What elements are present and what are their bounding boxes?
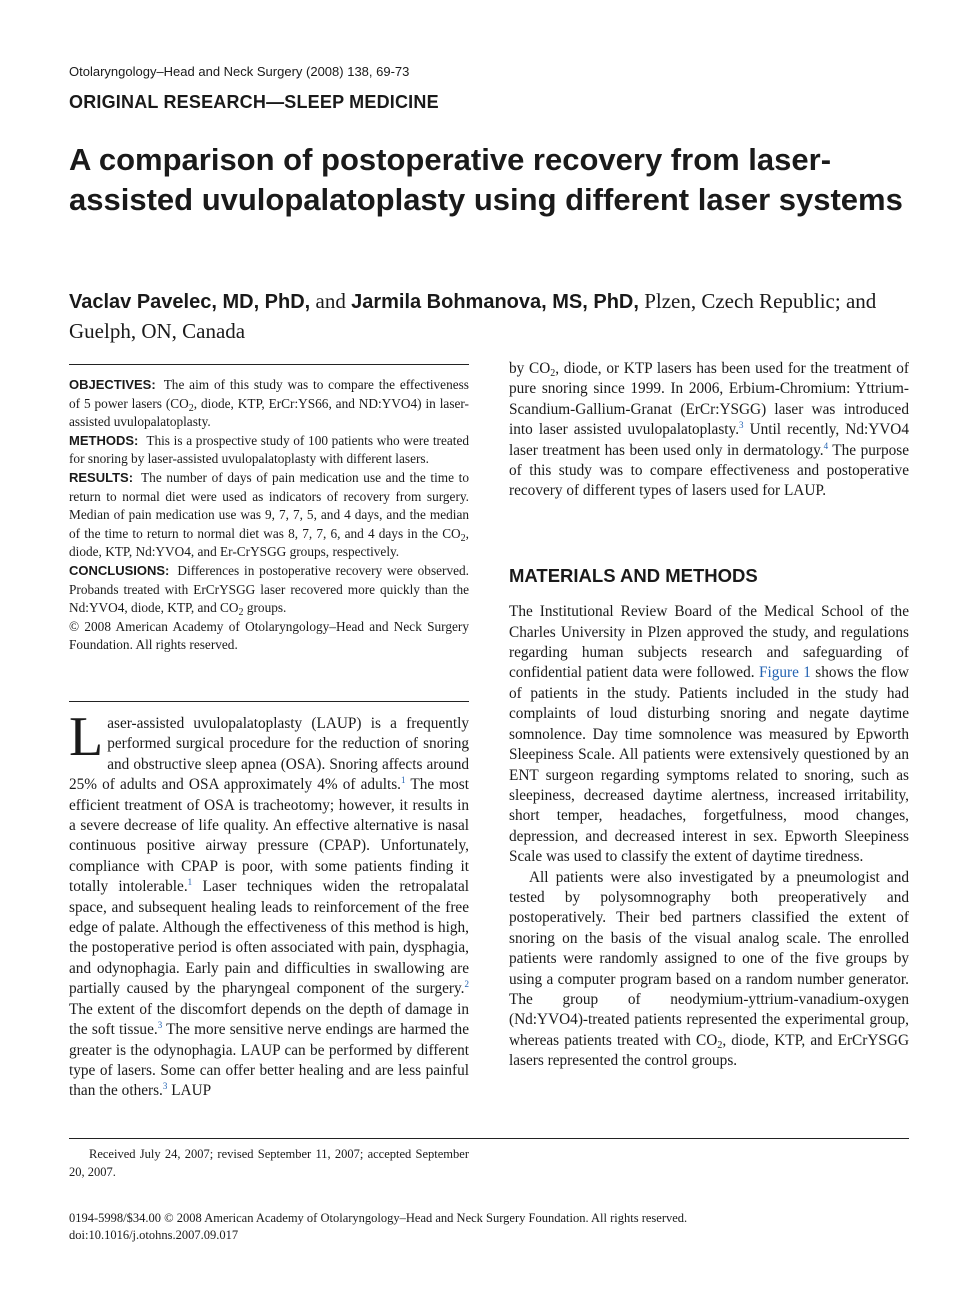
doi-line[interactable]: doi:10.1016/j.otohns.2007.09.017 — [69, 1228, 239, 1242]
conclusions-text: Differences in postoperative recovery were observed. Probands treated with ErCrYSGG laser recovered more quickly than the Nd:YVO4, diode, KTP, and CO — [69, 562, 469, 616]
footnote-rule — [69, 1138, 909, 1139]
col2-paragraph-1 — [509, 359, 909, 502]
author-2: Jarmila Bohmanova, MS, PhD, — [351, 291, 639, 313]
results-text-cont: , diode, KTP, Nd:YVO4, and Er-CrYSGG groups, respectively. — [69, 525, 469, 560]
citation-ref[interactable]: 3 — [157, 1020, 163, 1031]
col2-text: by CO — [509, 360, 551, 377]
citation-ref[interactable]: 1 — [401, 775, 406, 786]
issn-line: 0194-5998/$34.00 © 2008 American Academy of Otolaryngology–Head and Neck Surgery Foundation. All rights reserved. — [69, 1211, 688, 1225]
conclusions-label: CONCLUSIONS: — [69, 562, 170, 578]
citation-ref[interactable]: 3 — [739, 420, 744, 431]
subscript: 2 — [188, 402, 194, 414]
journal-citation: Otolaryngology–Head and Neck Surgery (2008) 138, 69-73 — [69, 64, 410, 79]
col2-text: , diode, KTP, and ErCrYSGG lasers represented the control groups. — [509, 1031, 909, 1070]
drop-cap: L — [69, 706, 104, 768]
abstract-results — [69, 469, 469, 562]
article-title: A comparison of postoperative recovery from laser-assisted uvulopalatoplasty using different laser systems — [69, 142, 903, 217]
citation-ref[interactable]: 1 — [187, 877, 193, 888]
abstract-copyright: © 2008 American Academy of Otolaryngology–Head and Neck Surgery Foundation. All rights reserved. — [69, 618, 469, 653]
intro-text-6: LAUP — [167, 1082, 212, 1100]
intro-text-2: The most efficient treatment of OSA is tracheotomy; however, it results in a severe decrease of life quality. An effective alternative is nasal continuous positive airway pressure (CPAP). Unfortunately, compliance with CPAP is poor, with some patients finding it totally intolerable. — [69, 776, 470, 896]
objectives-label: OBJECTIVES: — [69, 377, 156, 392]
col2-paragraph-2 — [509, 602, 909, 867]
objectives-text-cont: , diode, KTP, ErCr:YS66, and ND:YVO4) in laser-assisted uvulopalatoplasty. — [69, 395, 469, 430]
author-1: Vaclav Pavelec, MD, PhD, — [69, 291, 311, 313]
publication-info — [69, 1210, 929, 1244]
author-conjunction: and — [315, 289, 346, 313]
results-label: RESULTS: — [69, 469, 134, 485]
col2-text: All patients were also investigated by a pneumologist and tested by polysomnography both preoperatively and postoperatively. Their bed partners classified the extent of snoring on the basis of the visual analog scale. The enrolled patients were randomly assigned to one of the five groups by using a computer program based on a random number generator. The group of neodymium-yttrium-vanadium-oxygen (Nd:YVO4)-treated patients represented the experimental group, whereas patients treated with CO — [509, 868, 909, 1049]
objectives-text: The aim of this study was to compare the effectiveness of 5 power lasers (CO — [69, 377, 469, 411]
intro-text-4: The extent of the discomfort depends on the depth of damage in the soft tissue. — [69, 1000, 469, 1039]
citation-ref[interactable]: 2 — [464, 979, 469, 990]
right-column — [509, 359, 909, 1072]
abstract — [69, 376, 469, 655]
col2-text: The purpose of this study was to compare effectiveness and postoperative recovery of different types of lasers used for LAUP. — [509, 441, 910, 500]
methods-text: This is a prospective study of 100 patients who were treated for snoring by laser-assisted uvulopalatoplasty with different lasers. — [69, 432, 469, 467]
subscript: 2 — [238, 607, 244, 619]
col2-text: Until recently, Nd:YVO4 laser treatment has been used only in dermatology. — [509, 421, 910, 459]
abstract-top-rule — [69, 364, 469, 365]
conclusions-text-cont: groups. — [243, 600, 287, 616]
results-text: The number of days of pain medication use and the time to return to normal diet were used as indicators of recovery from surgery. Median of pain medication use was 9, 7, 7, 5, and 4 days, and the median of the time to return to normal diet was 8, 7, 7, 6, and 4 days in the CO — [69, 469, 469, 541]
abstract-objectives — [69, 376, 469, 432]
col2-paragraph-3 — [509, 868, 909, 1072]
abstract-conclusions — [69, 562, 469, 618]
methods-label: METHODS: — [69, 432, 139, 448]
col2-text: The Institutional Review Board of the Medical School of the Charles University in Plzen approved the study, and regulations regarding human subjects research and safeguarding of confidential patient data were followed. — [509, 603, 909, 682]
citation-ref[interactable]: 4 — [823, 440, 829, 451]
intro-text-3: Laser techniques widen the retropalatal space, and subsequent healing leads to reinforcement of the free edge of palate. Although the effectiveness of this method is high, the postoperative period is often associated with pain, dysphagia, and odynophagia. Early pain and difficulties in swallowing are partially caused by the pharyngeal component of the surgery. — [69, 878, 469, 998]
intro-paragraph — [69, 706, 470, 1102]
col2-text: shows the flow of patients in the study. Patients included in the study had complaints of loud disturbing snoring and negate daytime somnolence. Day time somnolence was measured by Epworth Sleepiness Scale. All patients were extensively questioned by an ENT surgeon regarding symptoms related to snoring, such as sleepiness, decreased daytime alertness, increased irritability, short temper, headaches, forgetfulness, mood changes, depression, and decreased interest in sex. Epworth Sleepiness Scale was used to classify the extent of daytime tiredness. — [509, 664, 909, 866]
subscript: 2 — [717, 1039, 723, 1051]
subscript: 2 — [460, 532, 466, 544]
abstract-methods — [69, 432, 469, 469]
col2-text: , diode, or KTP lasers has been used for the treatment of pure snoring since 1999. In 2006, Erbium-Chromium: Yttrium-Scandium-Gallium-Granat (ErCr:YSGG) laser was introduced into laser assisted uvulopalatoplasty. — [509, 360, 909, 439]
figure-1-link[interactable]: Figure 1 — [758, 664, 811, 682]
intro-text-1: aser-assisted uvulopalatoplasty (LAUP) is a frequently performed surgical procedure for the reduction of snoring and obstructive sleep apnea (OSA). Snoring affects around 25% of adults and OSA approximately 4% of adults. — [69, 715, 469, 794]
subscript: 2 — [550, 368, 556, 379]
intro-text-5: The more sensitive nerve endings are harmed the greater is the odynophagia. LAUP can be performed by different type of lasers. Some can offer better healing and are less painful than the others. — [69, 1021, 469, 1100]
abstract-bottom-rule — [69, 701, 469, 702]
section-heading-materials-methods: MATERIALS AND METHODS — [509, 564, 758, 586]
author-line — [69, 287, 919, 346]
section-label: ORIGINAL RESEARCH—SLEEP MEDICINE — [69, 92, 439, 112]
received-dates: Received July 24, 2007; revised September 11, 2007; accepted September 20, 2007. — [69, 1147, 469, 1179]
author-affiliation: Plzen, Czech Republic; and Guelph, ON, Canada — [69, 289, 877, 343]
citation-ref[interactable]: 3 — [162, 1081, 168, 1092]
